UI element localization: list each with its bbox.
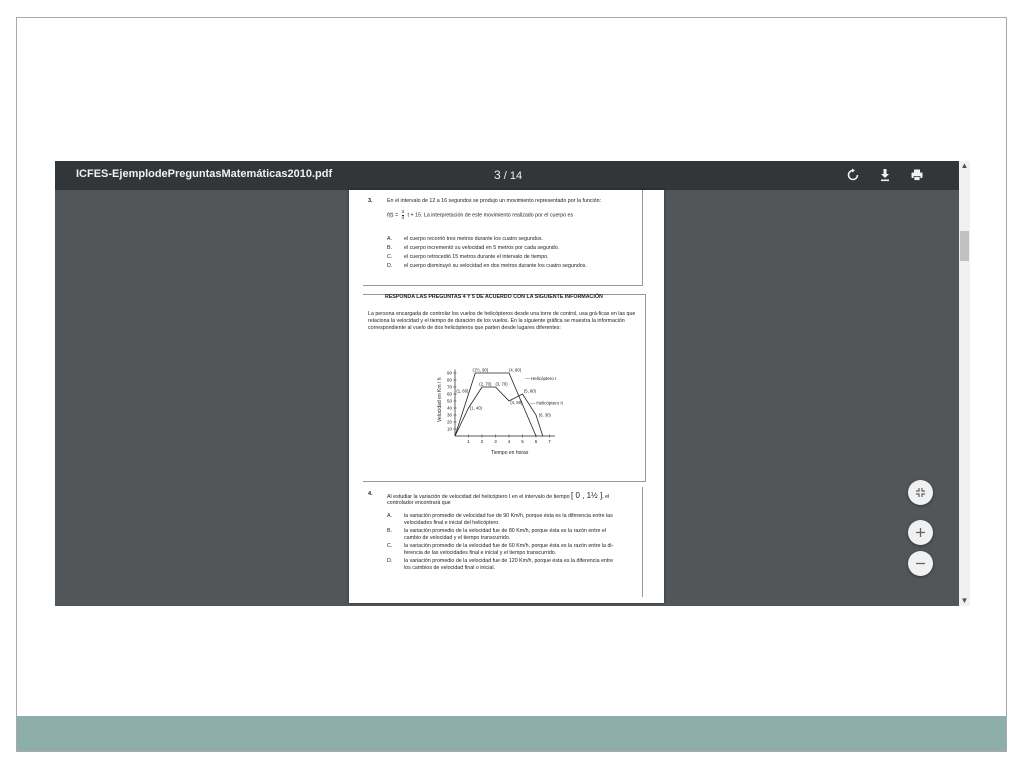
option-a: A. la variación promedio de velocidad fue de 90 Km/h, porque ésta es la diferencia entre las velocidades final e inicial del helicóptero. xyxy=(387,513,613,526)
y-tick-label: 90 xyxy=(446,370,452,376)
option-d: D. el cuerpo disminuyó su velocidad en dos metros durante los cuatro segundos. xyxy=(387,263,587,269)
slide-footer-band xyxy=(17,716,1006,751)
scroll-down-icon[interactable]: ▼ xyxy=(960,596,969,605)
zoom-out-button[interactable] xyxy=(908,551,933,576)
info-paragraph: La persona encargada de controlar los vuelos de helicópteros desde una torre de control, usa grá-ficas en las que relaciona la velocidad y el tiempo de duración de los vuelos. En la siguiente gráfica se muestra la información correspondiente al vuelo de dos helicópteros que parten desde lugares diferentes: xyxy=(368,311,636,331)
x-tick-label: 1 xyxy=(467,439,470,444)
x-tick-label: 3 xyxy=(494,439,497,444)
point-label: (1½, 90) xyxy=(472,367,489,373)
option-c: C. la variación promedio de la velocidad fue de 60 Km/h, porque ésta es la razón entre la di- ferencia de las velocidades final e inicial y el tiempo transcurrido. xyxy=(387,543,614,556)
question-text: En el intervalo de 12 a 16 segundos se produjo un movimiento representado por la función: xyxy=(387,198,602,204)
page-indicator xyxy=(494,168,522,182)
series-label: — Helicóptero I xyxy=(525,376,557,381)
option-b: B. la variación promedio de la velocidad fue de 80 Km/h, porque ésta es la razón entre el cambio de velocidad y el tiempo transcurrido. xyxy=(387,528,606,541)
graph-y-label: Velocidad en Km / h xyxy=(437,377,443,422)
x-tick-label: 7 xyxy=(548,439,551,444)
y-tick-label: 80 xyxy=(446,377,452,383)
page-separator: / xyxy=(503,170,507,182)
function-expression xyxy=(387,210,573,220)
question-text-cont: controlador encontrará que xyxy=(387,500,451,506)
point-label: (4, 90) xyxy=(509,367,522,373)
download-icon[interactable] xyxy=(878,168,894,184)
scroll-thumb[interactable] xyxy=(960,231,969,261)
y-tick-label: 60 xyxy=(446,391,452,397)
total-pages: 14 xyxy=(509,170,523,182)
print-icon[interactable] xyxy=(910,168,926,184)
scroll-up-icon[interactable]: ▲ xyxy=(960,161,969,170)
rotate-icon[interactable] xyxy=(846,168,862,184)
pdf-viewer[interactable] xyxy=(55,161,959,606)
y-tick-label: 40 xyxy=(446,405,452,411)
zoom-in-button[interactable] xyxy=(908,520,933,545)
point-label: (4, 50) xyxy=(510,399,523,405)
vertical-scrollbar[interactable] xyxy=(959,161,970,606)
x-tick-label: 4 xyxy=(507,439,511,444)
x-tick-label: 2 xyxy=(480,439,484,444)
fit-to-page-button[interactable] xyxy=(908,480,933,505)
option-b: B. el cuerpo incrementó su velocidad en 5 metros por cada segundo. xyxy=(387,245,560,251)
x-tick-label: 6 xyxy=(534,439,538,444)
velocity-time-graph xyxy=(435,360,585,456)
point-label: (2, 70) xyxy=(479,381,492,387)
function-lhs: f(t) = xyxy=(387,212,399,219)
graph-x-label: Tiempo en horas xyxy=(491,450,529,456)
option-c: C. el cuerpo retrocedió 15 metros durante el intervalo de tiempo. xyxy=(387,254,549,260)
function-rest: t + 15. La interpretación de este movimiento realizado por el cuerpo es xyxy=(407,212,574,219)
option-d: D. la variación promedio de la velocidad fue de 120 Km/h, porque ésta es la diferencia entre los cambios de velocidad final o inicial. xyxy=(387,558,614,571)
option-a: A. el cuerpo recorrió tres metros durante los cuatro segundos. xyxy=(387,236,543,242)
question-number: 4. xyxy=(368,491,373,497)
question-text: Al estudiar la variación de velocidad del helicóptero I en el intervalo de tiempo [ 0 , 1½ ], el xyxy=(387,491,610,500)
fit-to-page-icon xyxy=(914,486,927,499)
question-number: 3. xyxy=(368,198,373,204)
y-tick-label: 30 xyxy=(446,412,452,418)
document-title: ICFES-EjemplodePreguntasMatemáticas2010.pdf xyxy=(76,168,333,180)
y-tick-label: 20 xyxy=(446,419,452,425)
x-tick-label: 5 xyxy=(521,439,524,444)
series-label: — Helicóptero II xyxy=(530,400,563,406)
zoom-in-icon xyxy=(914,526,927,539)
point-label: (5, 60) xyxy=(523,388,536,394)
pdf-page xyxy=(349,190,664,603)
point-label: (1, 40) xyxy=(469,405,482,411)
zoom-out-icon xyxy=(914,557,927,570)
info-heading: RESPONDA LAS PREGUNTAS 4 Y 5 DE ACUERDO CON LA SIGUIENTE INFORMACIÓN xyxy=(385,294,603,300)
current-page-input[interactable]: 3 xyxy=(494,168,501,182)
point-label: (3, 70) xyxy=(495,381,508,387)
y-tick-label: 10 xyxy=(446,426,452,432)
point-label: (6, 30) xyxy=(538,412,551,418)
y-tick-label: 70 xyxy=(446,384,452,390)
viewer-toolbar xyxy=(55,161,959,190)
point-label: (1, 60) xyxy=(456,388,469,394)
fraction: $\frac{3}{4}$ xyxy=(401,209,405,220)
y-tick-label: 50 xyxy=(446,398,452,404)
